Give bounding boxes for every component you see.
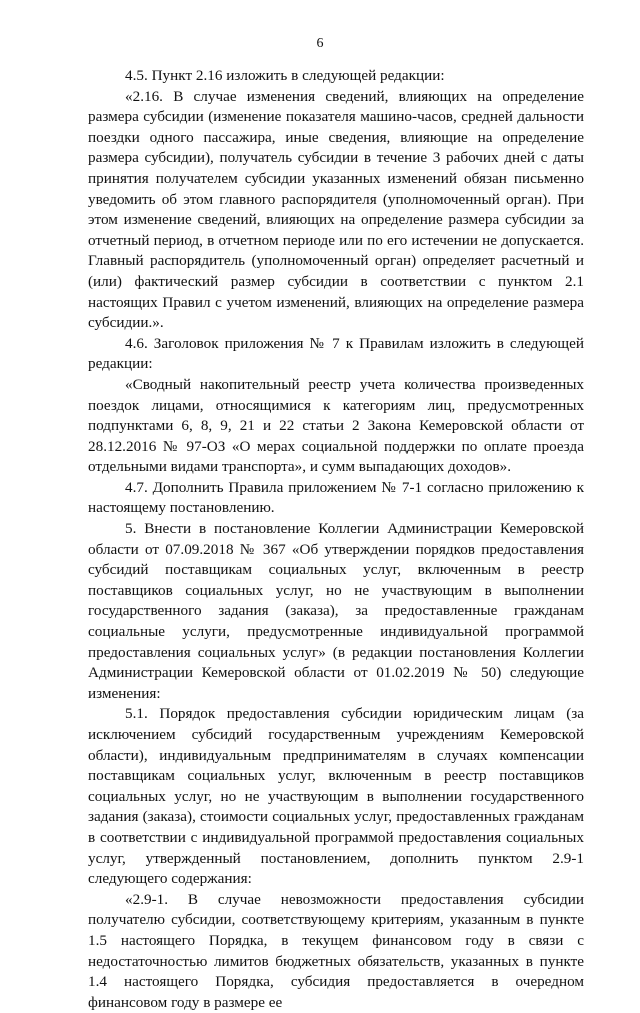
paragraph-4-5: 4.5. Пункт 2.16 изложить в следующей редакции: [125,67,445,84]
page-number: 6 [316,36,324,51]
paragraph-4-7: 4.7. Дополнить Правила приложением № 7-1 согласно приложению к настоящему постановлению. [88,478,584,517]
paragraph-2-9-1-text: «2.9-1. В случае невозможности предоставления субсидии получателю субсидии, соответствующему критериям, указанным в пункте 1.5 настоящего Порядка, в текущем финансовом году в связи с недостаточностью лимитов бюджетных обязательств, указанных в пункте 1.4 настоящего Порядка, субсидия предоставляется в очередном финансовом году в размере ее [88,890,584,1011]
paragraph-appendix-7-title: «Сводный накопительный реестр учета количества произведенных поездок лицами, относящимися к категориям лиц, предусмотренных подпунктами 6, 8, 9, 21 и 22 статьи 2 Закона Кемеровской области от 28.12.2016 № 97-ОЗ «О мерах социальной поддержки по оплате проезда отдельными видами транспорта», и сумм выпадающих доходов». [88,375,584,476]
paragraph-5-1: 5.1. Порядок предоставления субсидии юридическим лицам (за исключением субсидий государственным учреждениям Кемеровской области), индивидуальным предпринимателям в случаях компенсации поставщикам социальных услуг, включенным в реестр поставщиков социальных услуг, но не участвующим в выполнении государственного задания (заказа), стоимости социальных услуг, предоставленных гражданам в соответствии с индивидуальной программой предоставления социальных услуг, утвержденный постановлением, дополнить пунктом 2.9-1 следующего содержания: [88,705,584,888]
document-body [88,66,584,1013]
paragraph-5: 5. Внести в постановление Коллегии Администрации Кемеровской области от 07.09.2018 № 367 «Об утверждении порядков предоставления субсидий поставщикам социальных услуг, включенным в реестр поставщиков социальных услуг, но не участвующим в выполнении государственного задания (заказа), за предоставленные гражданам социальные услуги, предусмотренные индивидуальной программой предоставления социальных услуг» (в редакции постановления Коллегии Администрации Кемеровской области от 01.02.2019 № 50) следующие изменения: [88,520,584,702]
paragraph-2-16-text: «2.16. В случае изменения сведений, влияющих на определение размера субсидии (изменение показателя машино-часов, средней дальности поездки одного пассажира, иные сведения, влияющие на определение размера субсидии), получатель субсидии в течение 3 рабочих дней с даты принятия получателем субсидии указанных изменений обязан письменно уведомить об этом главного распорядителя (уполномоченный орган). При этом изменение сведений, влияющих на определение размера субсидии за отчетный период, в отчетном периоде или по его истечении не допускается. Главный распорядитель (уполномоченный орган) определяет расчетный и (или) фактический размер субсидии в соответствии с пунктом 2.1 настоящих Правил с учетом изменений, влияющих на определение размера субсидии.». [88,87,584,332]
paragraph-4-6: 4.6. Заголовок приложения № 7 к Правилам изложить в следующей редакции: [88,334,584,373]
